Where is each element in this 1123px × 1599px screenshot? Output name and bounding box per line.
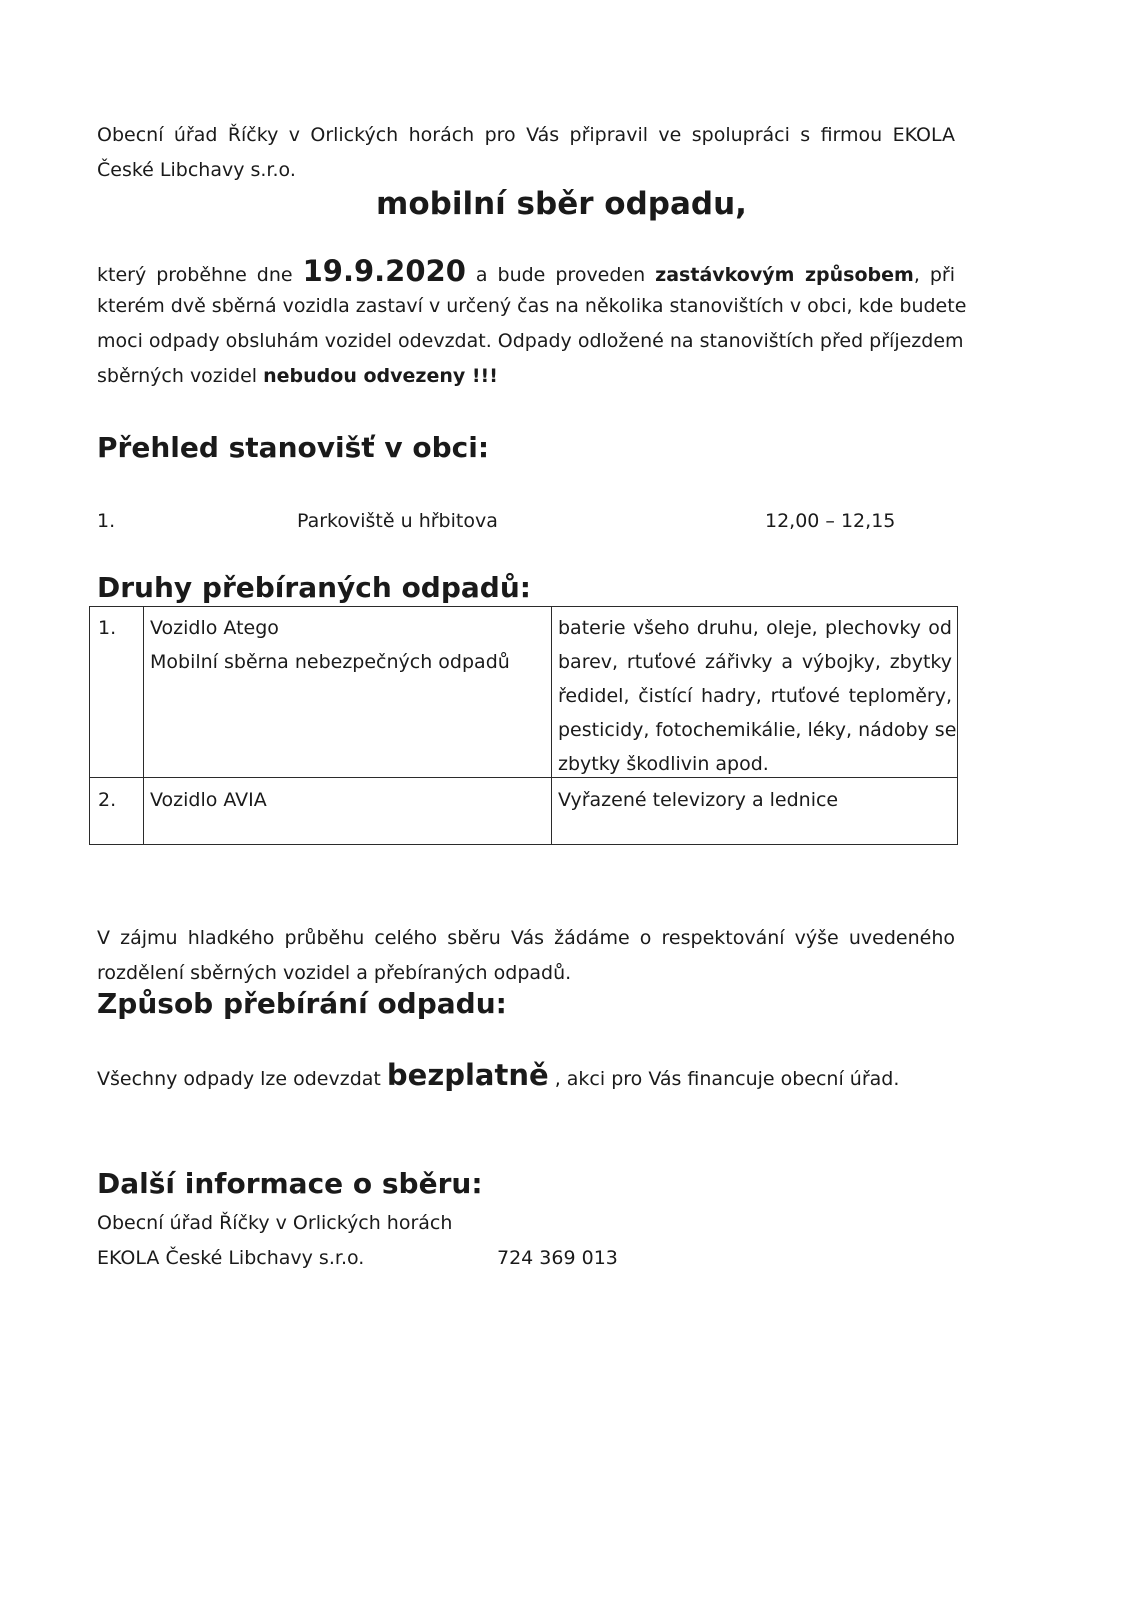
waste-table (89, 606, 958, 845)
free-of-charge-paragraph: Všechny odpady lze odevzdat bezplatně , akci pro Vás financuje obecní úřad. (97, 1058, 900, 1092)
contact-company: EKOLA České Libchavy s.r.o. (97, 1247, 365, 1269)
announcement-paragraph (97, 254, 967, 394)
station-time: 12,00 – 12,15 (765, 510, 896, 532)
station-name: Parkoviště u hřbitova (297, 510, 498, 532)
stations-heading: Přehled stanovišť v obci: (97, 431, 490, 464)
intro-paragraph: Obecní úřad Říčky v Orlických horách pro Vás připravil ve spolupráci s firmou EKOLA České Libchavy s.r.o. (97, 124, 955, 181)
warning-text: nebudou odvezeny !!! (263, 365, 498, 387)
para1-line-3: moci odpady obsluhám vozidel odevzdat. Odpady odložené na stanovištích před příjezdem (97, 330, 964, 352)
contact-municipality: Obecní úřad Říčky v Orlických horách (97, 1212, 453, 1234)
collection-date: 19.9.2020 (302, 254, 466, 288)
request-paragraph: V zájmu hladkého průběhu celého sběru Vás žádáme o respektování výše uvedeného rozdělení sběrných vozidel a přebíraných odpadů. (97, 927, 955, 984)
para1-line-4: sběrných vozidel nebudou odvezeny !!! (97, 365, 498, 387)
document-title: mobilní sběr odpadu, (376, 186, 747, 222)
row-1-number: 1. (98, 617, 117, 639)
contact-phone: 724 369 013 (497, 1247, 618, 1269)
free-of-charge-text: bezplatně (386, 1058, 549, 1092)
station-number: 1. (97, 510, 116, 532)
row-1-description: baterie všeho druhu, oleje, plechovky od barev, rtuťové zářivky a výbojky, zbytky ředidel, čistící hadry, rtuťové teploměry, pesticidy, fotochemikálie, léky, nádoby se zbytky škodlivin apod. (558, 617, 957, 775)
contact-heading: Další informace o sběru: (97, 1167, 483, 1200)
table-divider (551, 607, 552, 844)
collection-method: zastávkovým způsobem (655, 264, 914, 286)
collection-method-heading: Způsob přebírání odpadu: (97, 987, 507, 1020)
row-2-description: Vyřazené televizory a lednice (558, 789, 839, 811)
row-1-vehicle: Vozidlo Atego Mobilní sběrna nebezpečných odpadů (150, 617, 510, 673)
table-divider (143, 607, 144, 844)
waste-types-heading: Druhy přebíraných odpadů: (97, 571, 531, 604)
para1-line-1: který proběhne dne 19.9.2020 a bude proveden zastávkovým způsobem, při (97, 254, 955, 288)
row-2-number: 2. (98, 789, 117, 811)
row-2-vehicle: Vozidlo AVIA (150, 789, 267, 811)
para1-line-2: kterém dvě sběrná vozidla zastaví v určený čas na několika stanovištích v obci, kde budete (97, 295, 967, 317)
